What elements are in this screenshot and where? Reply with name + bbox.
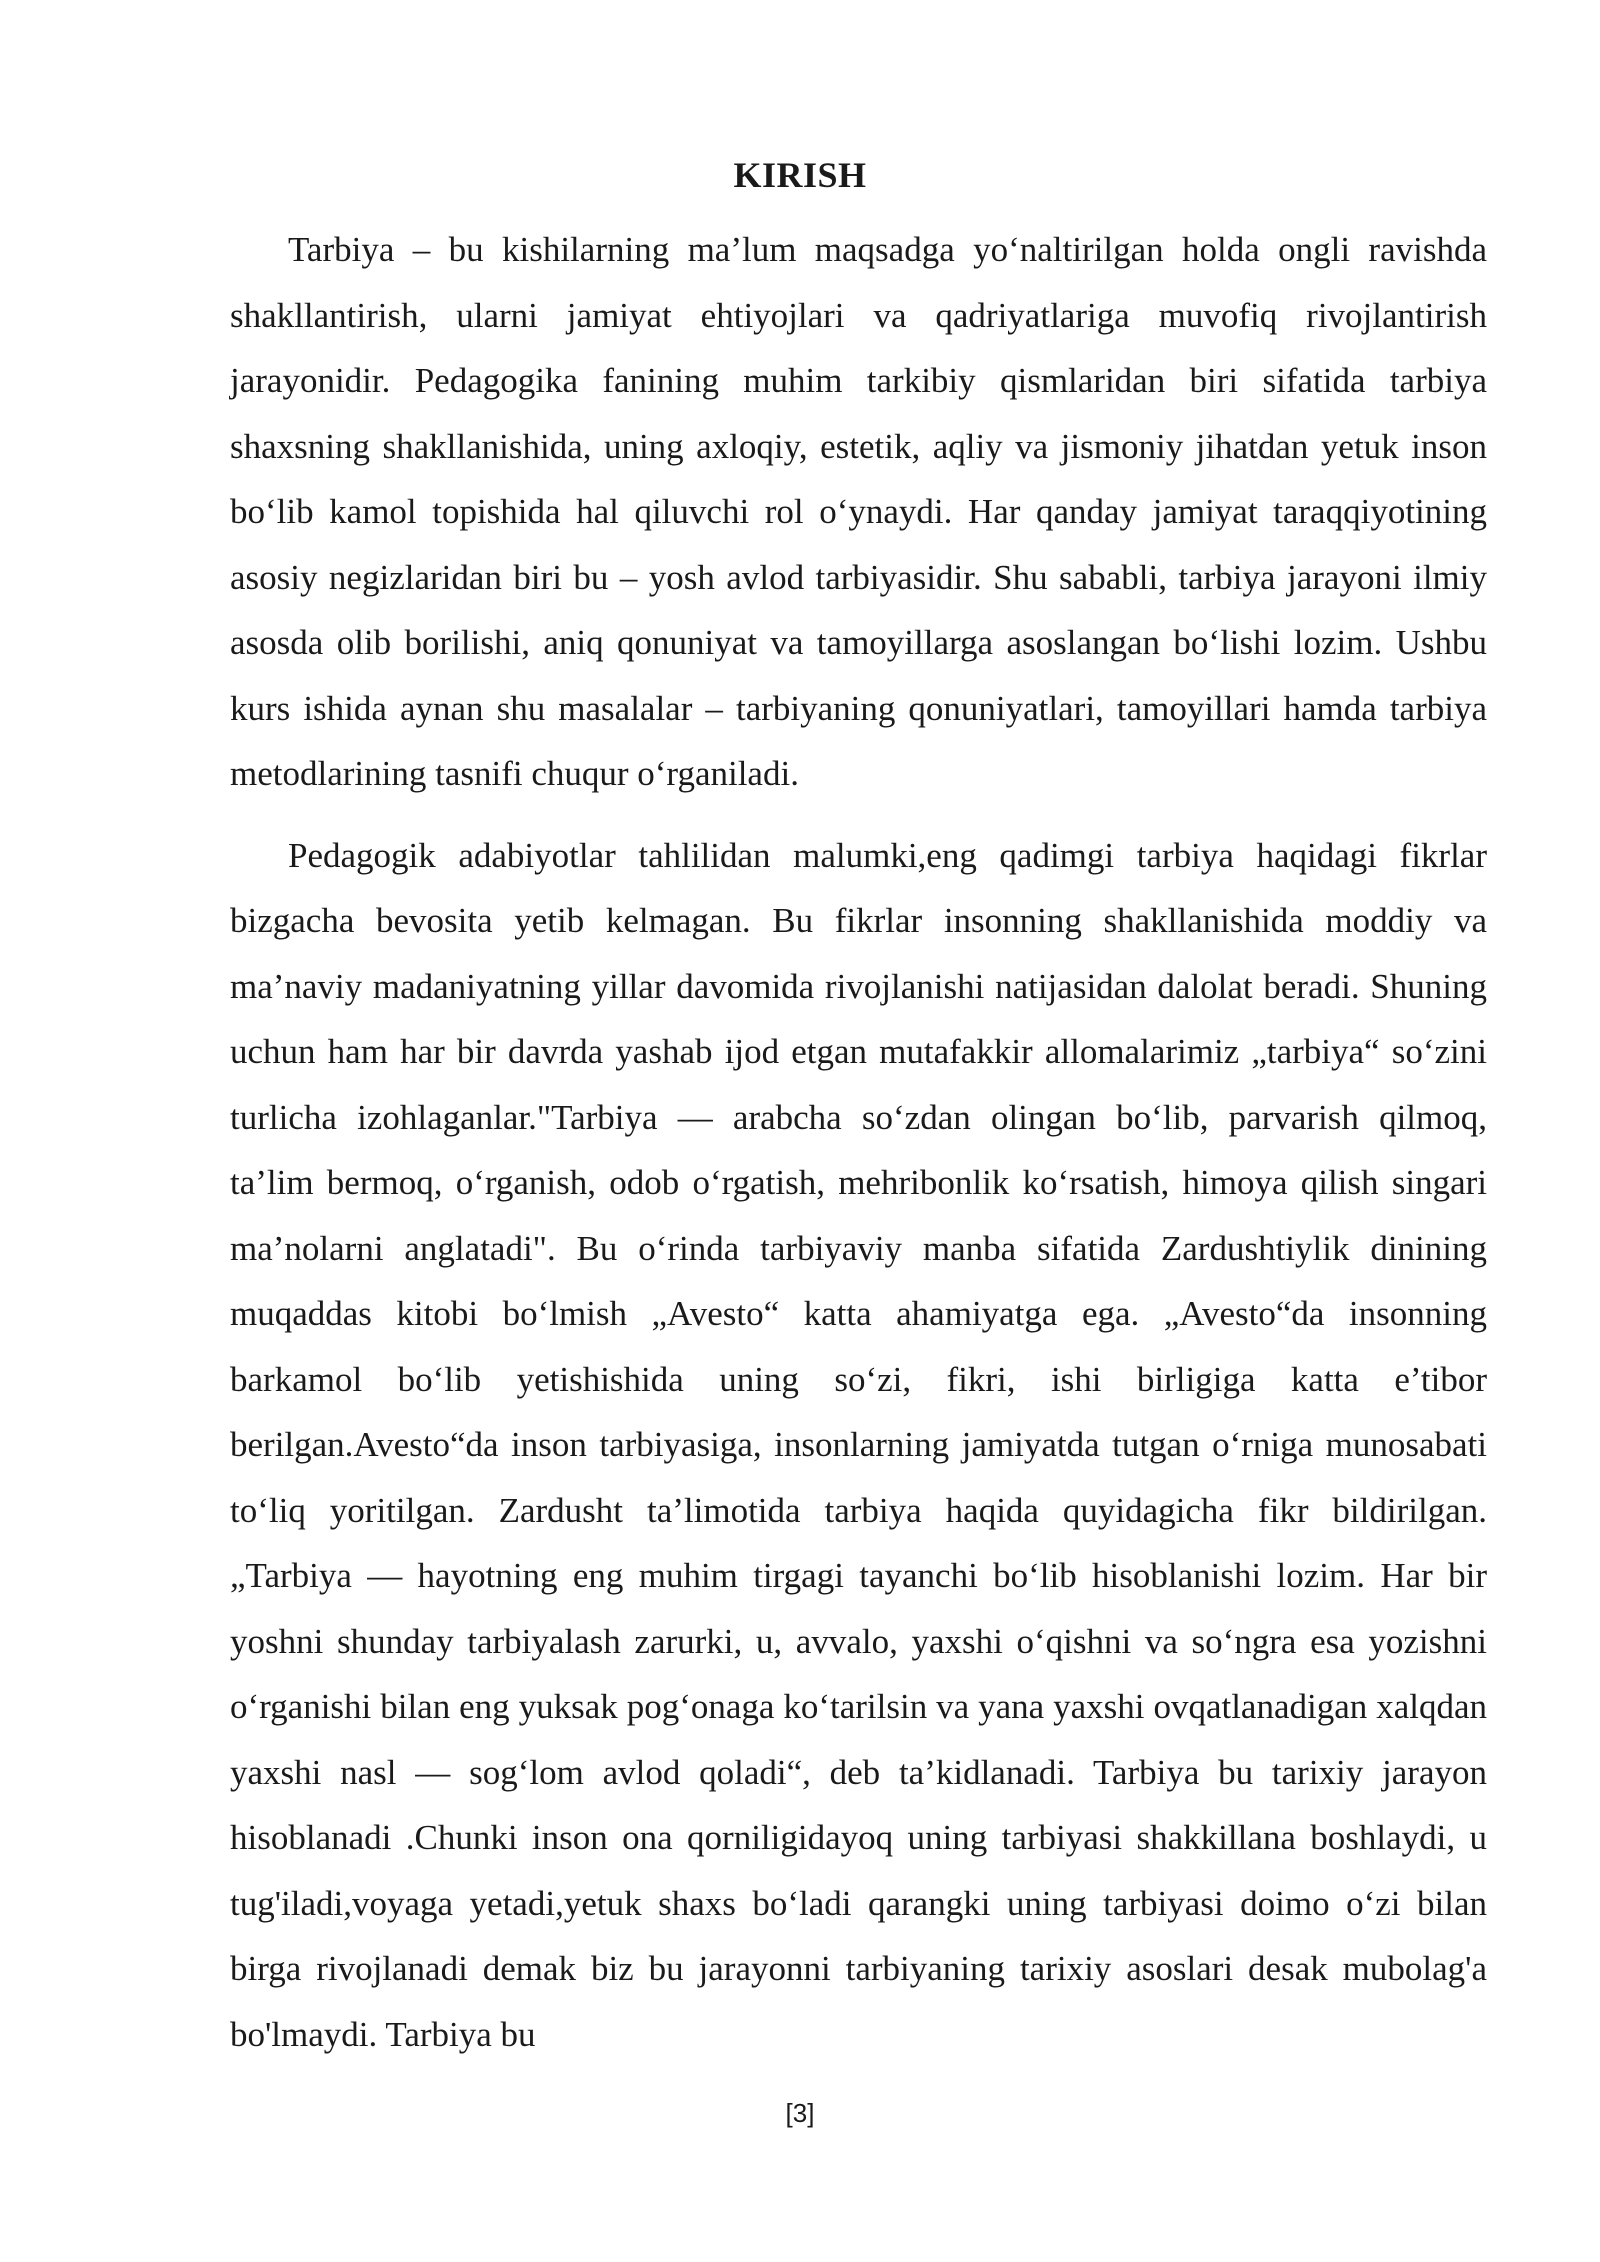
paragraph-history: Pedagogik adabiyotlar tahlilidan malumki,eng qadimgi tarbiya haqidagi fikrlar bizgacha bevosita yetib kelmagan. Bu fikrlar insonning shakllanishida moddiy va ma’naviy madaniyatning yillar davomida rivojlanishi natijasidan dalolat beradi. Shuning uchun ham har bir davrda yashab ijod etgan mutafakkir allomalarimiz „tarbiya“ so‘zini turlicha izohlaganlar."Tarbiya — arabcha so‘zdan olingan bo‘lib, parvarish qilmoq, ta’lim bermoq, o‘rganish, odob o‘rgatish, mehribonlik ko‘rsatish, himoya qilish singari ma’nolarni anglatadi". Bu o‘rinda tarbiyaviy manba sifatida Zardushtiylik dinining muqaddas kitobi bo‘lmish „Avesto“ katta ahamiyatga ega. „Avesto“da insonning barkamol bo‘lib yetishishida uning so‘zi, fikri, ishi birligiga katta e’tibor berilgan.Avesto“da inson tarbiyasiga, insonlarning jamiyatda tutgan o‘rniga munosabati to‘liq yoritilgan. Zardusht ta’limotida tarbiya haqida quyidagicha fikr bildirilgan. „Tarbiya — hayotning eng muhim tirgagi tayanchi bo‘lib hisoblanishi lozim. Har bir yoshni shunday tarbiyalash zarurki, u, avvalo, yaxshi o‘qishni va so‘ngra esa yozishni o‘rganishi bilan eng yuksak pog‘onaga ko‘tarilsin va yana yaxshi ovqatlanadigan xalqdan yaxshi nasl — sog‘lom avlod qoladi“, deb ta’kidlanadi. Tarbiya bu tarixiy jarayon hisoblanadi .Chunki inson ona qorniligidayoq uning tarbiyasi shakkillana boshlaydi, u tug'iladi,voyaga yetadi,yetuk shaxs bo‘ladi qarangki uning tarbiyasi doimo o‘zi bilan birga rivojlanadi demak biz bu jarayonni tarbiyaning tarixiy asoslari desak mubolag'a bo'lmaydi. Tarbiya bu (230, 835, 1487, 2054)
body-text (230, 217, 1487, 2067)
paragraph-intro: Tarbiya – bu kishilarning ma’lum maqsadga yo‘naltirilgan holda ongli ravishda shakllantirish, ularni jamiyat ehtiyojlari va qadriyatlariga muvofiq rivojlantirish jarayonidir. Pedagogika fanining muhim tarkibiy qismlaridan biri sifatida tarbiya shaxsning shakllanishida, uning axloqiy, estetik, aqliy va jismoniy jihatdan yetuk inson bo‘lib kamol topishida hal qiluvchi rol o‘ynaydi. Har qanday jamiyat taraqqiyotining asosiy negizlaridan biri bu – yosh avlod tarbiyasidir. Shu sababli, tarbiya jarayoni ilmiy asosda olib borilishi, aniq qonuniyat va tamoyillarga asoslangan bo‘lishi lozim. Ushbu kurs ishida aynan shu masalalar – tarbiyaning qonuniyatlari, tamoyillari hamda tarbiya metodlarining tasnifi chuqur o‘rganiladi. (230, 230, 1487, 793)
page-number: [3] (785, 2098, 815, 2128)
page-title: KIRISH (733, 155, 867, 195)
